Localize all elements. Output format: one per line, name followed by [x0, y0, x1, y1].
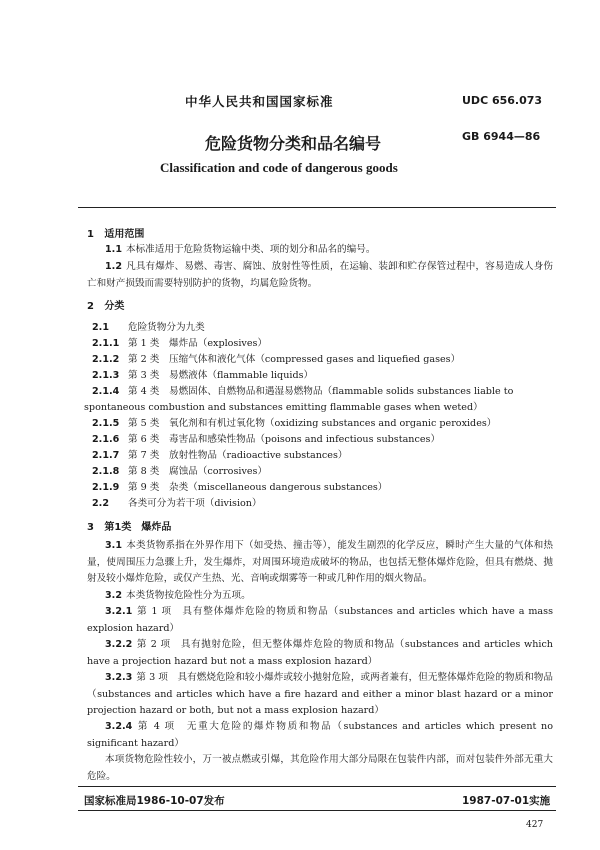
para-num: 3.2.4 — [105, 721, 133, 732]
item-num: 2.1.2 — [92, 354, 120, 365]
item-text: spontaneous combustion and substances emitting flammable gases when weted） — [84, 402, 483, 413]
list-item — [92, 320, 205, 336]
item-num: 2.1.9 — [92, 482, 120, 493]
item-num: 2.1.7 — [92, 450, 120, 461]
section3-heading — [87, 518, 171, 533]
para-3-2-4-note — [87, 752, 553, 785]
standard-name: 中华人民共和国国家标准 — [185, 94, 334, 109]
section1-title: 适用范围 — [104, 229, 145, 240]
item-num: 2.1 — [92, 322, 109, 333]
para-text: 本项货物危险性较小，万一被点燃或引爆，其危险作用大部分局限在包装件内部，而对包装件外部无重大危险。 — [87, 754, 553, 782]
section1-heading — [87, 225, 144, 240]
para-text: 凡具有爆炸、易燃、毒害、腐蚀、放射性等性质，在运输、装卸和贮存保管过程中，容易造成人身伤亡和财产损毁而需要特别防护的货物，均属危险货物。 — [87, 261, 553, 289]
para-text: 第 1 项 具有整体爆炸危险的物质和物品（substances and articles which have a mass explosion hazard） — [87, 606, 553, 634]
list-item — [92, 464, 267, 480]
para-3-2 — [87, 588, 553, 605]
para-num: 3.1 — [105, 540, 122, 551]
item-text: 第 2 类 压缩气体和液化气体（compressed gases and liquefied gases） — [128, 354, 461, 365]
item-text: 第 7 类 放射性物品（radioactive substances） — [128, 450, 348, 461]
title-en: Classification and code of dangerous goods — [160, 160, 398, 175]
para-3-1 — [87, 538, 553, 588]
para-text: 本类货物系指在外界作用下（如受热、撞击等），能发生剧烈的化学反应，瞬时产生大量的气体和热量，使周围压力急骤上升，发生爆炸，对周围环境造成破坏的物品，也包括无整体爆炸危险，但具有燃烧、抛射及较小爆炸危险，或仅产生热、光、音响或烟雾等一种或几种作用的烟火物品。 — [87, 540, 553, 584]
list-item — [92, 480, 387, 496]
section3-num: 3 — [87, 522, 94, 533]
para-text: 第 2 项 具有抛射危险，但无整体爆炸危险的物质和物品（substances and articles which have a projection hazard but not a mass explosion hazard） — [87, 639, 553, 667]
para-num: 3.2.1 — [105, 606, 133, 617]
list-item — [92, 336, 267, 352]
item-text: 第 4 类 易燃固体、自燃物品和遇湿易燃物品（flammable solids substances liable to — [128, 386, 514, 397]
item-text: 第 9 类 杂类（miscellaneous dangerous substances） — [128, 482, 388, 493]
item-num: 2.1.5 — [92, 418, 120, 429]
section2-num: 2 — [87, 301, 94, 312]
list-item — [92, 432, 440, 448]
para-num: 1.1 — [105, 244, 122, 255]
section3-title: 第1类 爆炸品 — [104, 522, 172, 533]
page-number: 427 — [526, 820, 544, 830]
para-text: 第 4 项 无重大危险的爆炸物质和物品（substances and articles which present no significant hazard） — [87, 721, 553, 749]
footer-rule-top — [78, 786, 556, 787]
item-text: 危险货物分为九类 — [128, 322, 205, 333]
item-text: 第 3 类 易燃液体（flammable liquids） — [128, 370, 314, 381]
item-num: 2.1.4 — [92, 386, 120, 397]
item-text: 第 6 类 毒害品和感染性物品（poisons and infectious substances） — [128, 434, 441, 445]
section2-heading — [87, 297, 124, 312]
item-num: 2.1.1 — [92, 338, 120, 349]
para-num: 3.2.2 — [105, 639, 133, 650]
footer-rule-bottom — [78, 810, 556, 811]
title-zh: 危险货物分类和品名编号 — [205, 134, 382, 153]
list-item — [92, 496, 262, 512]
para-text: 本类货物按危险性分为五项。 — [126, 590, 251, 601]
list-item-continuation — [84, 400, 483, 416]
para-num: 3.2 — [105, 590, 122, 601]
effective-date: 1987-07-01实施 — [462, 795, 551, 807]
udc-code: UDC 656.073 — [462, 94, 543, 107]
para-text: 第 3 项 具有燃烧危险和较小爆炸或较小抛射危险，或两者兼有，但无整体爆炸危险的物质和物品（substances and articles which have a fire hazard and either a minor blast hazard or a minor projection hazard or both, but not a mass explosion hazard） — [87, 672, 553, 716]
header-rule — [78, 207, 556, 208]
para-3-2-1 — [87, 604, 553, 637]
item-num: 2.1.8 — [92, 466, 120, 477]
para-3-2-2 — [87, 637, 553, 670]
para-1-2 — [87, 259, 553, 292]
para-3-2-3 — [87, 670, 553, 720]
section2-title: 分类 — [104, 301, 125, 312]
list-item — [92, 352, 460, 368]
item-text: 各类可分为若干项（division） — [128, 498, 262, 509]
list-item — [92, 368, 313, 384]
para-num: 3.2.3 — [105, 672, 133, 683]
para-num: 1.2 — [105, 261, 122, 272]
item-text: 第 1 类 爆炸品（explosives） — [128, 338, 268, 349]
section1-num: 1 — [87, 229, 94, 240]
item-num: 2.1.6 — [92, 434, 120, 445]
para-text: 本标准适用于危险货物运输中类、项的划分和品名的编号。 — [126, 244, 376, 255]
list-item — [92, 416, 496, 432]
item-num: 2.1.3 — [92, 370, 120, 381]
item-text: 第 8 类 腐蚀品（corrosives） — [128, 466, 268, 477]
list-item — [92, 384, 513, 400]
issued-date: 国家标准局1986-10-07发布 — [84, 795, 225, 807]
para-1-1 — [87, 242, 553, 259]
para-3-2-4 — [87, 719, 553, 752]
gb-code: GB 6944—86 — [462, 130, 541, 143]
list-item — [92, 448, 348, 464]
item-text: 第 5 类 氧化剂和有机过氧化物（oxidizing substances and organic peroxides） — [128, 418, 497, 429]
item-num: 2.2 — [92, 498, 109, 509]
